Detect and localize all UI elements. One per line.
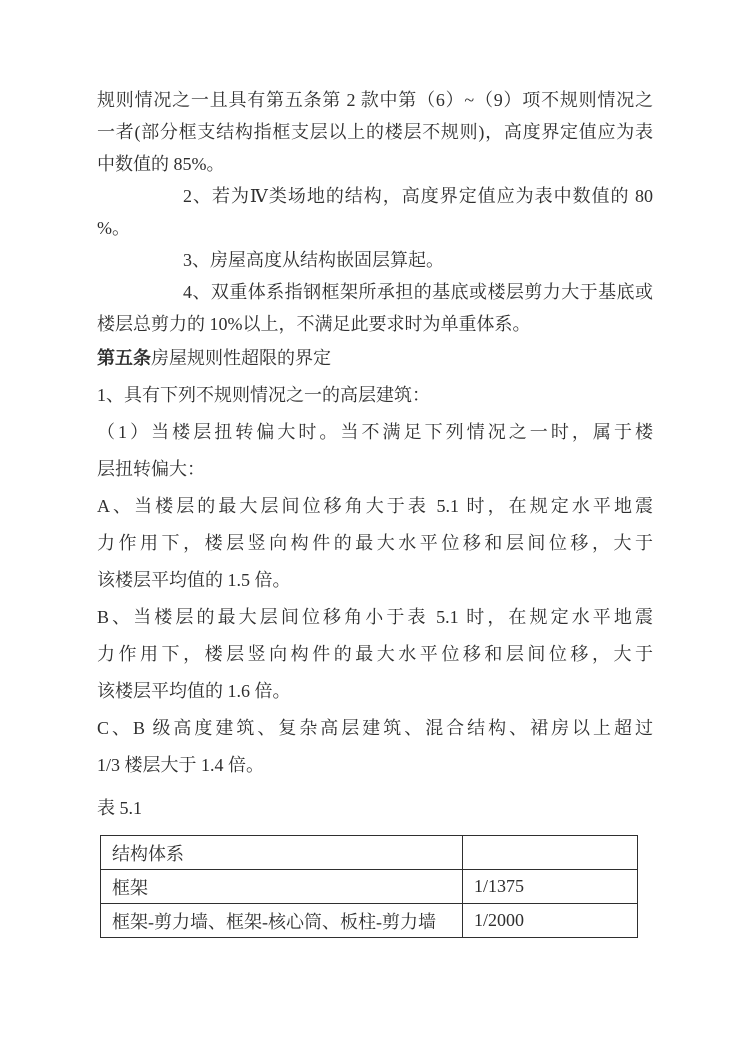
text-line: 力作用下，楼层竖向构件的最大水平位移和层间位移，大于 bbox=[97, 644, 653, 664]
table-5-1 bbox=[100, 835, 638, 938]
text-line: 层扭转偏大： bbox=[97, 459, 205, 479]
text-line: A、当楼层的最大层间位移角大于表 5.1 时，在规定水平地震 bbox=[97, 496, 653, 516]
paragraph-note-4 bbox=[97, 276, 653, 340]
text-line: （1）当楼层扭转偏大时。当不满足下列情况之一时，属于楼 bbox=[97, 422, 653, 442]
text-line: 1、具有下列不规则情况之一的高层建筑： bbox=[97, 385, 430, 405]
text-line: 力作用下，楼层竖向构件的最大水平位移和层间位移，大于 bbox=[97, 533, 653, 553]
text-line: 该楼层平均值的 1.6 倍。 bbox=[97, 681, 291, 701]
paragraph-item-1 bbox=[97, 377, 653, 414]
text-line: 一者(部分框支结构指框支层以上的楼层不规则)，高度界定值应为表 bbox=[97, 122, 653, 142]
text-line: 楼层总剪力的 10%以上，不满足此要求时为单重体系。 bbox=[97, 314, 531, 334]
text-line: 3、房屋高度从结构嵌固层算起。 bbox=[183, 250, 444, 270]
text-line: 2、若为Ⅳ类场地的结构，高度界定值应为表中数值的 80 bbox=[183, 186, 653, 206]
text-line: C、B 级高度建筑、复杂高层建筑、混合结构、裙房以上超过 bbox=[97, 718, 653, 738]
paragraph-item-c bbox=[97, 710, 653, 784]
text-line: 4、双重体系指钢框架所承担的基底或楼层剪力大于基底或 bbox=[183, 282, 653, 302]
document-body bbox=[97, 84, 653, 784]
paragraph-item-b bbox=[97, 599, 653, 710]
table-body bbox=[101, 836, 638, 938]
heading-bold-text: 第五条 bbox=[97, 348, 151, 368]
cell-structure-system: 结构体系 bbox=[101, 836, 463, 870]
paragraph-item-1-1 bbox=[97, 414, 653, 488]
table-row bbox=[101, 870, 638, 904]
cell-limit-value: 1/2000 bbox=[463, 904, 638, 938]
text-line: 规则情况之一且具有第五条第 2 款中第（6）~（9）项不规则情况之 bbox=[97, 90, 653, 110]
text-line bbox=[97, 340, 653, 377]
text-line: 中数值的 85%。 bbox=[97, 154, 225, 174]
text-line: 该楼层平均值的 1.5 倍。 bbox=[97, 570, 291, 590]
cell-structure-system: 框架 bbox=[101, 870, 463, 904]
table-row bbox=[101, 904, 638, 938]
paragraph-continuation bbox=[97, 84, 653, 180]
heading-article-5 bbox=[97, 340, 653, 377]
paragraph-note-3 bbox=[97, 244, 653, 276]
paragraph-item-a bbox=[97, 488, 653, 599]
heading-text: 房屋规则性超限的界定 bbox=[151, 348, 331, 368]
text-line: %。 bbox=[97, 218, 130, 238]
table-row bbox=[101, 836, 638, 870]
table-caption: 表 5.1 bbox=[97, 798, 142, 818]
cell-limit-value: 1/1375 bbox=[463, 870, 638, 904]
text-line: B、当楼层的最大层间位移角小于表 5.1 时，在规定水平地震 bbox=[97, 607, 653, 627]
paragraph-note-2 bbox=[97, 180, 653, 244]
cell-structure-system: 框架-剪力墙、框架-核心筒、板柱-剪力墙 bbox=[101, 904, 463, 938]
text-line: 1/3 楼层大于 1.4 倍。 bbox=[97, 755, 265, 775]
cell-limit-value bbox=[463, 836, 638, 870]
